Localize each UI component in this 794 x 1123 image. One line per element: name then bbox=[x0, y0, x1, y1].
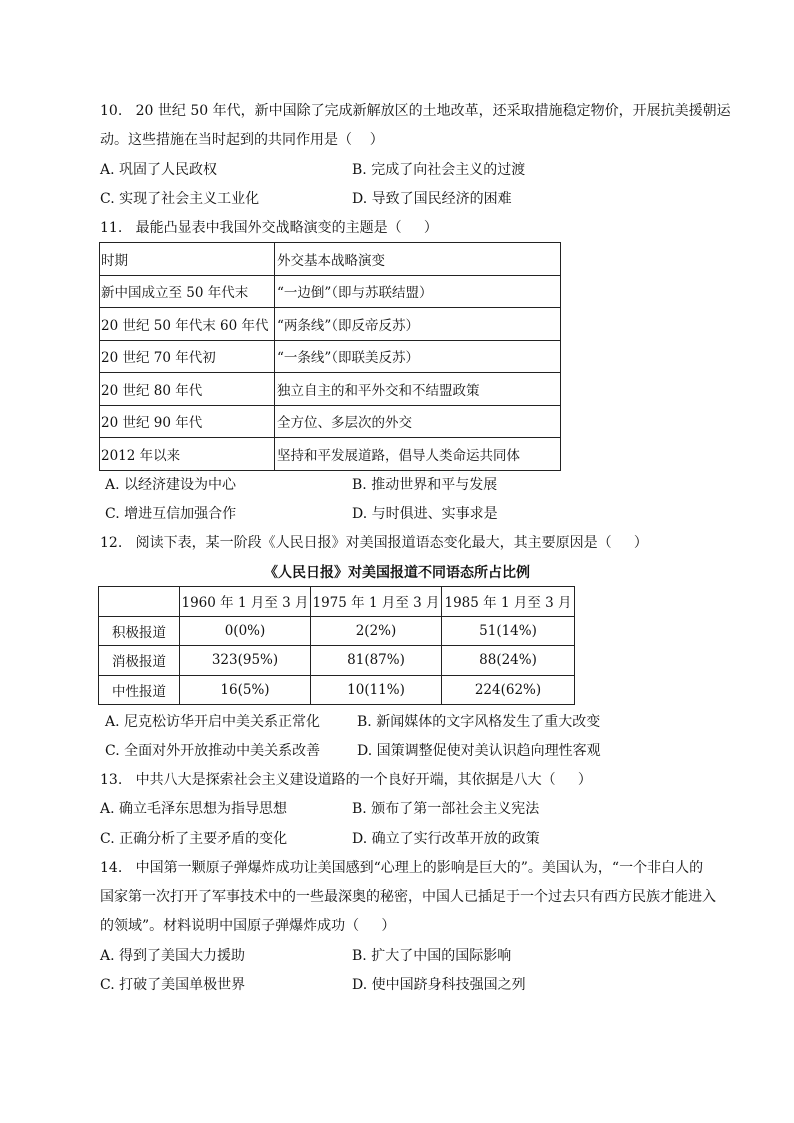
table-cell: 20 世纪 70 年代初 bbox=[100, 340, 275, 373]
q10-option-c[interactable]: C. 实现了社会主义工业化 bbox=[100, 191, 260, 207]
table-cell: 积极报道 bbox=[99, 616, 180, 646]
table-cell: 全方位、多层次的外交 bbox=[275, 405, 561, 438]
q12-option-d[interactable]: D. 国策调整促使对美认识趋向理性客观 bbox=[357, 743, 601, 759]
q14-stem-line3: 的领域”。材料说明中国原子弹爆炸成功（ ） bbox=[100, 918, 396, 934]
q12-option-c[interactable]: C. 全面对外开放推动中美关系改善 bbox=[105, 743, 321, 759]
table-cell: 0(0%) bbox=[180, 616, 311, 646]
table-cell: 88(24%) bbox=[442, 646, 575, 676]
table-cell: 独立自主的和平外交和不结盟政策 bbox=[275, 373, 561, 406]
q11-option-b[interactable]: B. 推动世界和平与发展 bbox=[352, 477, 498, 493]
q14-option-b[interactable]: B. 扩大了中国的国际影响 bbox=[352, 948, 512, 964]
table-row bbox=[100, 405, 561, 438]
q14-option-d[interactable]: D. 使中国跻身科技强国之列 bbox=[352, 977, 526, 993]
q12-option-a[interactable]: A. 尼克松访华开启中美关系正常化 bbox=[105, 714, 321, 730]
table-header-cell: 1985 年 1 月至 3 月 bbox=[442, 587, 575, 617]
table-row bbox=[100, 308, 561, 341]
q12-option-b[interactable]: B. 新闻媒体的文字风格发生了重大改变 bbox=[357, 714, 601, 730]
table-header-cell: 1960 年 1 月至 3 月 bbox=[180, 587, 311, 617]
table-cell: 20 世纪 80 年代 bbox=[100, 373, 275, 406]
table-cell: 2(2%) bbox=[311, 616, 442, 646]
table-cell: 51(14%) bbox=[442, 616, 575, 646]
q14-option-a[interactable]: A. 得到了美国大力援助 bbox=[100, 948, 246, 964]
q10-option-b[interactable]: B. 完成了向社会主义的过渡 bbox=[352, 162, 526, 178]
table-cell: 中性报道 bbox=[99, 675, 180, 705]
table-row bbox=[100, 340, 561, 373]
q10-option-a[interactable]: A. 巩固了人民政权 bbox=[100, 162, 218, 178]
q11-option-a[interactable]: A. 以经济建设为中心 bbox=[105, 477, 237, 493]
table-row bbox=[100, 373, 561, 406]
table-row bbox=[100, 438, 561, 471]
table-cell: “两条线”（即反帝反苏） bbox=[275, 308, 561, 341]
table-row bbox=[100, 275, 561, 308]
table-cell: 10(11%) bbox=[311, 675, 442, 705]
q14-stem-line1: 14. 中国第一颗原子弹爆炸成功让美国感到“心理上的影响是巨大的”。美国认为，“一个非白人的 bbox=[100, 860, 704, 876]
q13-option-b[interactable]: B. 颁布了第一部社会主义宪法 bbox=[352, 801, 540, 817]
table-cell: 新中国成立至 50 年代末 bbox=[100, 275, 275, 308]
table-cell: 81(87%) bbox=[311, 646, 442, 676]
table-cell: 20 世纪 50 年代末 60 年代 bbox=[100, 308, 275, 341]
table-header-cell: 外交基本战略演变 bbox=[275, 243, 561, 276]
q13-option-a[interactable]: A. 确立毛泽东思想为指导思想 bbox=[100, 801, 288, 817]
q12-table-caption: 《人民日报》对美国报道不同语态所占比例 bbox=[264, 565, 530, 581]
table-header-cell: 1975 年 1 月至 3 月 bbox=[311, 587, 442, 617]
q14-stem-line2: 国家第一次打开了军事技术中的一些最深奥的秘密，中国人已插足于一个过去只有西方民族才能进入 bbox=[100, 889, 716, 905]
table-cell: 20 世纪 90 年代 bbox=[100, 405, 275, 438]
table-cell: 消极报道 bbox=[99, 646, 180, 676]
q14-option-c[interactable]: C. 打破了美国单极世界 bbox=[100, 977, 246, 993]
table-header-cell: 时期 bbox=[100, 243, 275, 276]
table-cell: 2012 年以来 bbox=[100, 438, 275, 471]
table-cell: 16(5%) bbox=[180, 675, 311, 705]
table-row bbox=[99, 675, 575, 705]
q12-table bbox=[98, 586, 575, 705]
table-cell: 323(95%) bbox=[180, 646, 311, 676]
table-header-cell bbox=[99, 587, 180, 617]
q12-stem: 12. 阅读下表，某一阶段《人民日报》对美国报道语态变化最大，其主要原因是（ ） bbox=[100, 535, 648, 551]
table-cell: “一边倒”（即与苏联结盟） bbox=[275, 275, 561, 308]
table-cell: “一条线”（即联美反苏） bbox=[275, 340, 561, 373]
q13-option-d[interactable]: D. 确立了实行改革开放的政策 bbox=[352, 831, 540, 847]
q13-stem: 13. 中共八大是探索社会主义建设道路的一个良好开端，其依据是八大（ ） bbox=[100, 772, 592, 788]
q10-stem-line1: 10. 20 世纪 50 年代，新中国除了完成新解放区的土地改革，还采取措施稳定物价，开展抗美援朝运 bbox=[100, 103, 731, 119]
q11-option-d[interactable]: D. 与时俱进、实事求是 bbox=[352, 506, 498, 522]
table-row bbox=[99, 616, 575, 646]
q10-option-d[interactable]: D. 导致了国民经济的困难 bbox=[352, 191, 512, 207]
table-cell: 224(62%) bbox=[442, 675, 575, 705]
table-header-row bbox=[99, 587, 575, 617]
q13-option-c[interactable]: C. 正确分析了主要矛盾的变化 bbox=[100, 831, 288, 847]
table-header-row bbox=[100, 243, 561, 276]
q11-table bbox=[99, 242, 561, 471]
q10-stem-line2: 动。这些措施在当时起到的共同作用是（ ） bbox=[100, 132, 384, 148]
q11-option-c[interactable]: C. 增进互信加强合作 bbox=[105, 506, 237, 522]
table-row bbox=[99, 646, 575, 676]
q11-stem: 11. 最能凸显表中我国外交战略演变的主题是（ ） bbox=[100, 220, 438, 236]
table-cell: 坚持和平发展道路，倡导人类命运共同体 bbox=[275, 438, 561, 471]
